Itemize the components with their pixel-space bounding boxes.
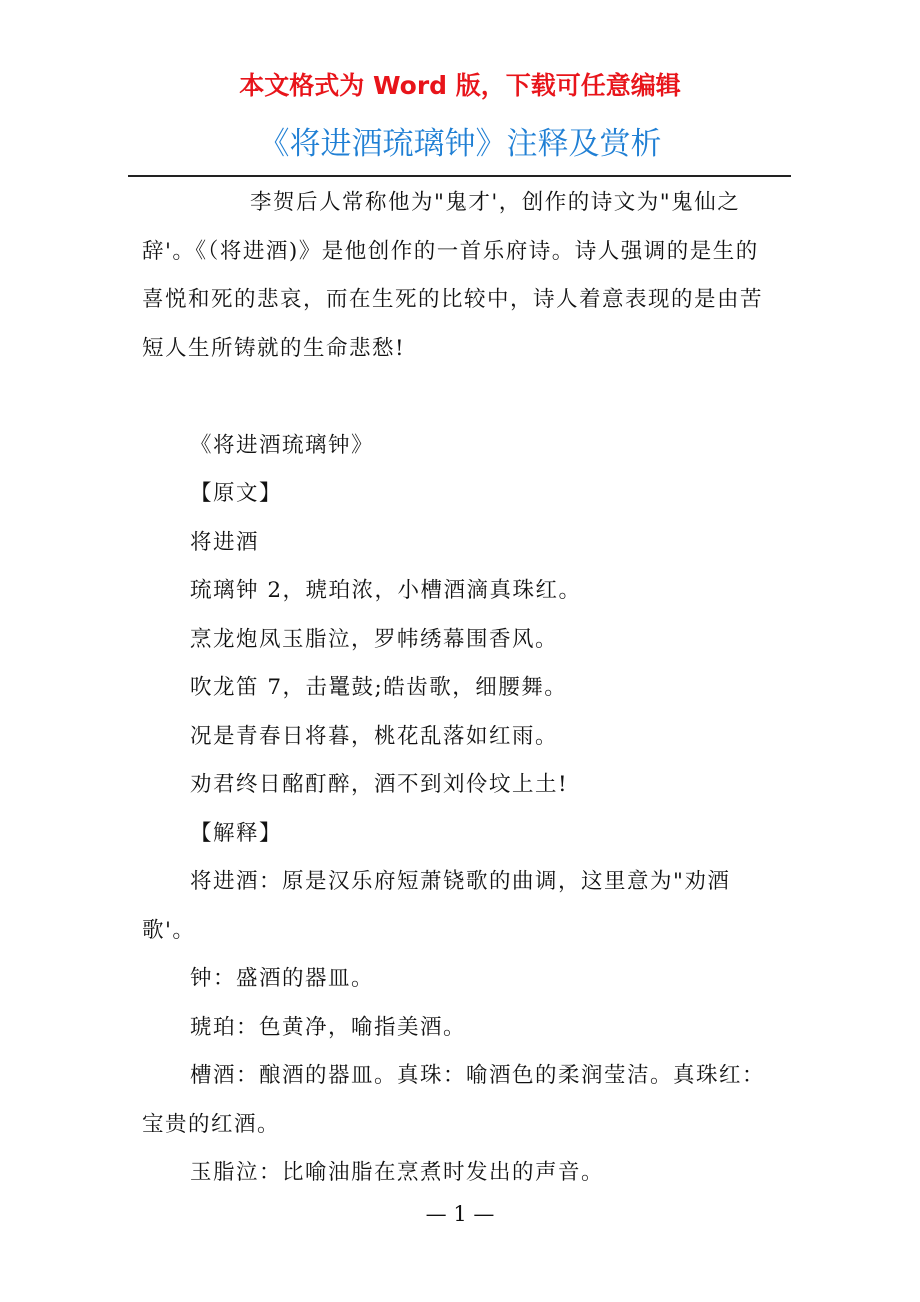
poem-line: 况是青春日将暮，桃花乱落如红雨。 (190, 723, 559, 749)
poem-line: 烹龙炮凤玉脂泣，罗帏绣幕围香风。 (190, 626, 559, 652)
poem-line: 琉璃钟 2，琥珀浓，小槽酒滴真珠红。 (190, 578, 582, 603)
note-paragraph: 琥珀：色黄净，喻指美酒。 (190, 1014, 467, 1040)
note-paragraph: 将进酒：原是汉乐府短萧铙歌的曲调，这里意为"劝酒歌'。 (142, 869, 731, 943)
note-paragraph: 玉脂泣：比喻油脂在烹煮时发出的声音。 (190, 1160, 605, 1185)
notes-label: 【解释】 (190, 820, 283, 846)
title-divider (128, 175, 791, 177)
intro-paragraph: 李贺后人常称他为"鬼才'，创作的诗文为"鬼仙之辞'。《（将进酒)》是他创作的一首乐府诗。诗人强调的是生的喜悦和死的悲哀，而在生死的比较中，诗人着意表现的是由苦短人生所铸就的生命悲愁! (142, 190, 764, 361)
poem-line: 劝君终日酩酊醉，酒不到刘伶坟上土! (190, 772, 569, 797)
download-banner: 本文格式为 Word 版，下载可任意编辑 (239, 71, 681, 100)
poem-line: 将进酒 (190, 529, 260, 555)
note-paragraph: 槽酒：酿酒的器皿。真珠：喻酒色的柔润莹洁。真珠红：宝贵的红酒。 (142, 1063, 766, 1137)
poem-heading: 《将进酒琉璃钟》 (190, 432, 375, 458)
document-title: 《将进酒琉璃钟》注释及赏析 (258, 126, 662, 162)
page-number: — 1 — (425, 1202, 495, 1226)
note-paragraph: 钟：盛酒的器皿。 (190, 966, 375, 991)
document-body (142, 179, 774, 1198)
original-text-label: 【原文】 (190, 481, 283, 506)
paragraph-spacer (142, 373, 774, 422)
poem-line: 吹龙笛 7，击鼍鼓;皓齿歌，细腰舞。 (190, 675, 568, 700)
